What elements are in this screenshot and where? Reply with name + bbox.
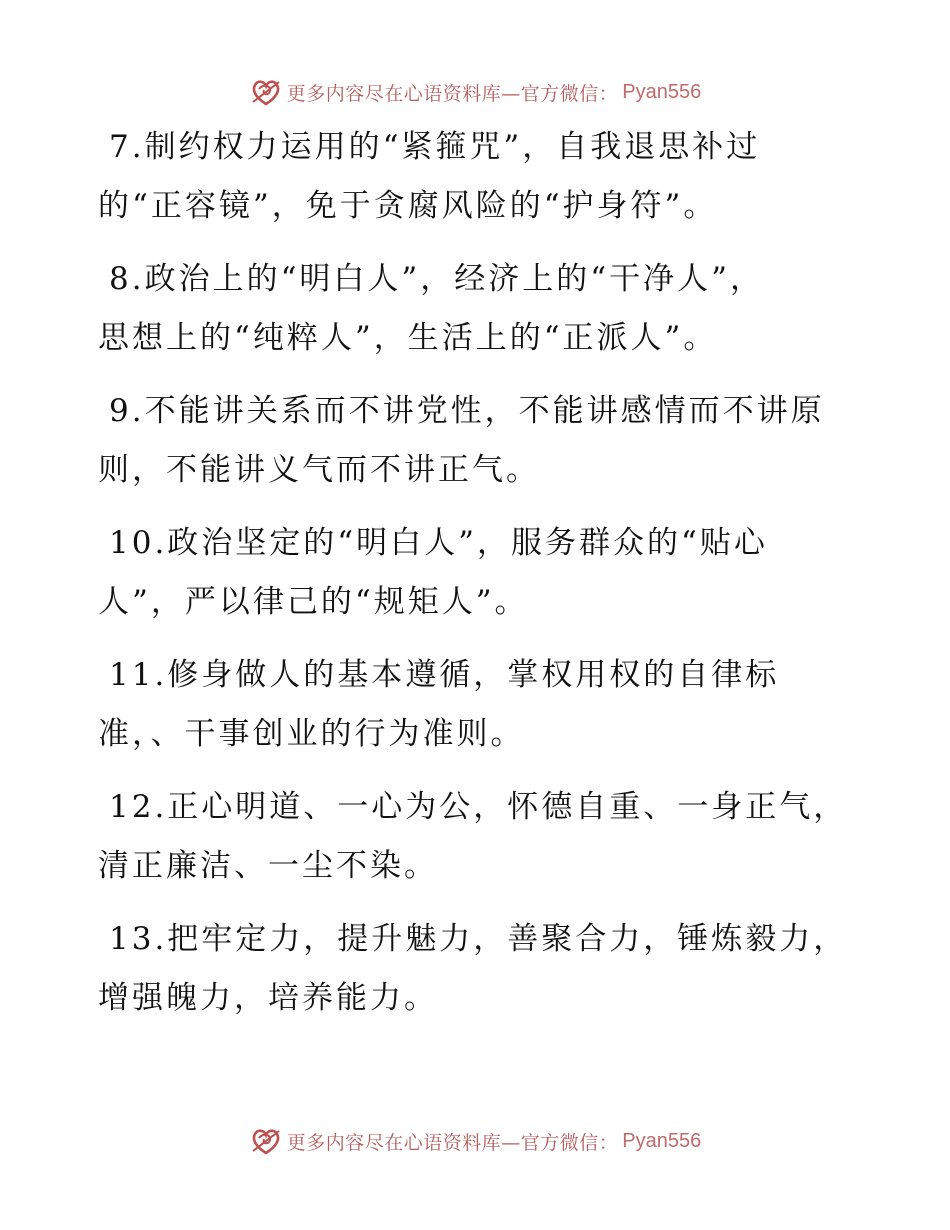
list-item [98, 514, 838, 632]
item-line: 11.修身做人的基本遵循，掌权用权的自律标 [109, 657, 780, 693]
item-line: 人”，严以律己的“规矩人”。 [98, 584, 529, 620]
item-line: 的“正容镜”，免于贪腐风险的“护身符”。 [98, 188, 718, 224]
list-item [98, 646, 838, 764]
item-line: 准，、干事创业的行为准则。 [98, 716, 525, 752]
heart-swirl-logo [249, 75, 283, 109]
heart-swirl-logo [249, 1124, 283, 1158]
item-line: 10.政治坚定的“明白人”，服务群众的“贴心 [109, 525, 768, 561]
list-item [98, 778, 848, 896]
list-item [98, 382, 838, 500]
document-body [98, 118, 848, 1042]
header-watermark [0, 72, 950, 112]
item-line: 清正廉洁、一尘不染。 [98, 848, 438, 884]
list-item [98, 910, 848, 1028]
item-line: 12.正心明道、一心为公，怀德自重、一身正气， [109, 789, 848, 825]
item-line: 则，不能讲义气而不讲正气。 [98, 452, 540, 488]
item-line: 思想上的“纯粹人”，生活上的“正派人”。 [98, 320, 718, 356]
watermark-text: 更多内容尽在心语资料库—官方微信： [286, 1131, 619, 1154]
list-item [98, 250, 838, 368]
watermark-text: 更多内容尽在心语资料库—官方微信： [286, 82, 619, 105]
watermark-wechat-id: Pyan556 [622, 80, 702, 103]
list-item [98, 118, 838, 236]
item-line: 13.把牢定力，提升魅力，善聚合力，锤炼毅力， [109, 921, 848, 957]
watermark-wechat-id: Pyan556 [622, 1129, 702, 1152]
footer-watermark [0, 1121, 950, 1161]
item-line: 增强魄力，培养能力。 [98, 980, 438, 1016]
item-line: 9.不能讲关系而不讲党性，不能讲感情而不讲原 [109, 393, 825, 429]
item-line: 8.政治上的“明白人”，经济上的“干净人”， [109, 261, 764, 297]
item-line: 7.制约权力运用的“紧箍咒”，自我退思补过 [109, 129, 761, 165]
